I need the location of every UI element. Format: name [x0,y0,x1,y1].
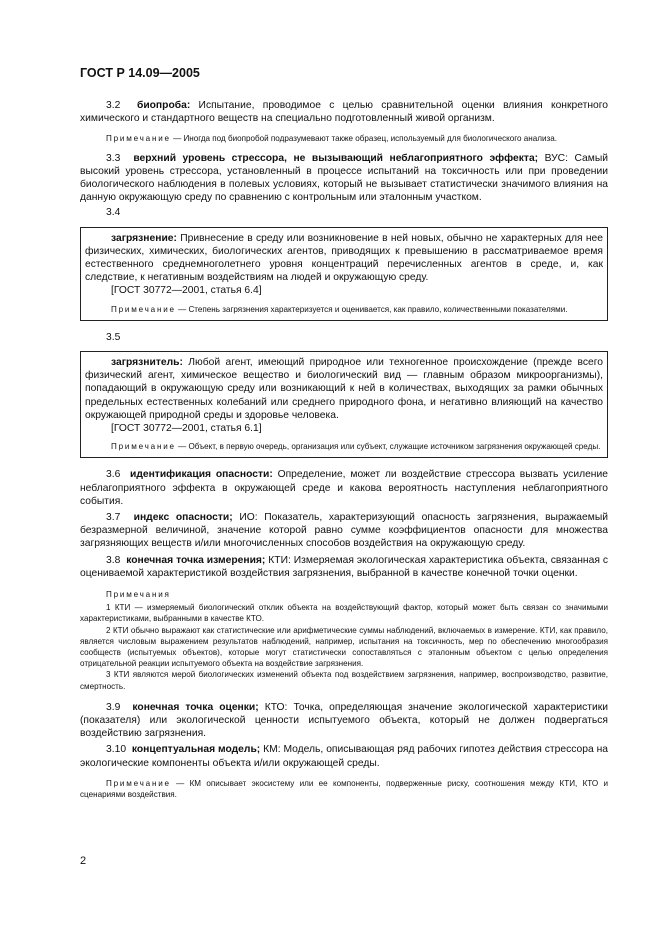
clause-number-3-5: 3.5 [106,331,121,343]
clause-3-6 [80,468,608,508]
note-text: — Объект, в первую очередь, организация или субъект, служащие источником загрязнения окружающей среды. [175,442,601,452]
definition-box-3-5 [80,351,608,458]
definition-box-3-4 [80,227,608,321]
clause-text: Испытание, проводимое с целью сравнительной оценки влияния конкретного химического и стандартного веществ на специально подготовленный живой организм. [80,100,608,125]
clause-number: 3.6 [106,469,121,481]
clause-text: Любой агент, имеющий природное или техногенное происхождение (прежде всего физический агент, химическое вещество и биологический вид — главным образом микроорганизмы), попадающий в окружающую среду или возникающий к ней в количествах, выходящих за рамки обычных предельных естественных колебаний или среднего природного фона, и негативно влияющий на качество окружающей природной среды и здоровье человека. [85,357,603,421]
clause-number: 3.2 [106,100,121,111]
clause-term: индекс опасности; [133,512,233,524]
note-3-2 [80,133,608,144]
note-label: Примечание [111,442,176,452]
note-item-2: 2 КТИ обычно выражают как статистические или арифметические суммы наблюдений, включаемых в измерение. КТИ, как правило, является числовым выражением результатов наблюдений, например, испытания на токсичность, мер по обеспечению многообразия сообществ (испытуемых объектов), которые могут статистически сопоставляться с эталонным объектом с целью определения отрицательной реакции испытуемого объекта на воздействие загрязнения. [80,625,608,669]
clause-3-10 [80,743,608,769]
clause-3-7 [80,511,608,551]
clause-term: концептуальная модель; [131,744,261,756]
clause-number: 3.10 [106,744,127,756]
clause-number-3-4: 3.4 [106,207,121,219]
document-page [80,66,608,807]
clause-text: КТО: Точка, определяющая значение экологической характеристики (показателя) или экологической ценности испытуемого объекта, который не должен подвергаться воздействию загрязнения. [80,701,608,740]
clause-term: верхний уровень стрессора, не вызывающий неблагоприятного эффекта; [133,152,539,164]
clause-term: загрязнение: [111,232,177,244]
source-reference: [ГОСТ 30772—2001, статья 6.1] [111,423,262,435]
clause-3-3 [80,152,608,205]
clause-3-5 [85,356,603,422]
document-header: ГОСТ Р 14.09—2005 [80,66,200,80]
clause-term: конечная точка оценки; [132,701,259,713]
clause-3-4 [85,232,603,285]
clause-term: биопроба: [136,100,191,111]
clause-3-9 [80,701,608,741]
clause-3-2 [80,99,608,125]
clause-number: 3.7 [106,512,121,524]
note-3-4 [85,304,603,315]
clause-term: идентификация опасности: [129,469,273,481]
note-text: — Степень загрязнения характеризуется и оценивается, как правило, количественными показателями. [175,304,568,314]
page-number: 2 [80,855,87,867]
clause-text: Привнесение в среду или возникновение в ней новых, обычно не характерных для нее физических, химических, биологических агентов, приводящих к превышению в рассматриваемое время естественного среднемноголетнего уровня концентраций перечисленных агентов в среде, и, как следствие, к негативным воздействиям на людей и окружающую среду. [85,232,603,284]
clause-text: ИО: Показатель, характеризующий опасность загрязнения, выражаемый безразмерной величиной, значение которой равно сумме коэффициентов опасности для множества загрязняющих веществ и/или многочисленных способов воздействия на окружающую среду. [80,512,608,550]
note-item-3: 3 КТИ являются мерой биологических изменений объекта под воздействием загрязнения, например, воспроизводство, развитие, смертность. [80,670,608,691]
clause-text: КМ: Модель, описывающая ряд рабочих гипотез действия стрессора на экологические компоненты объекта и/или окружающей среды. [80,744,608,769]
clause-text: КТИ: Измеряемая экологическая характеристика объекта, связанная с оцениваемой характеристикой воздействия загрязнения, выбранной в качестве конечной точки оценки. [80,554,608,579]
clause-term: конечная точка измерения; [126,554,266,566]
note-text: — Иногда под биопробой подразумевают также образец, используемый для биологического анализа. [170,134,557,144]
clause-number: 3.9 [106,701,121,713]
clause-term: загрязнитель: [111,357,183,369]
clause-text: Определение, может ли воздействие стрессора вызвать усиление неблагоприятного эффекта в окружающей среде и какова вероятность наступления неблагоприятного события. [80,469,608,507]
clause-text: ВУС: Самый высокий уровень стрессора, установленный в процессе испытаний на токсичность или при проведении биологического наблюдения в полевых условиях, который не вызывает статистически значимого влияния на данную окружающую среду по сравнению с контрольным или эталонным участком. [80,152,608,204]
clause-number: 3.3 [106,152,121,164]
source-reference: [ГОСТ 30772—2001, статья 6.4] [111,285,262,297]
clause-3-8 [80,554,608,580]
note-label: Примечание [106,778,171,788]
note-item-1: 1 КТИ — измеряемый биологический отклик объекта на воздействующий фактор, который может быть связан со значимыми характеристиками, выбранными в качестве КТО. [80,603,608,624]
note-label: Примечание [111,304,176,314]
note-label: Примечание [106,134,171,144]
notes-heading: Примечания [106,590,171,600]
clause-number: 3.8 [106,554,121,566]
note-text: — КМ описывает экосистему или ее компоненты, подверженные риску, соотношения между КТИ, КТО и сценариями воздействия. [80,778,608,799]
note-3-10 [80,778,608,800]
note-3-5 [85,441,603,452]
